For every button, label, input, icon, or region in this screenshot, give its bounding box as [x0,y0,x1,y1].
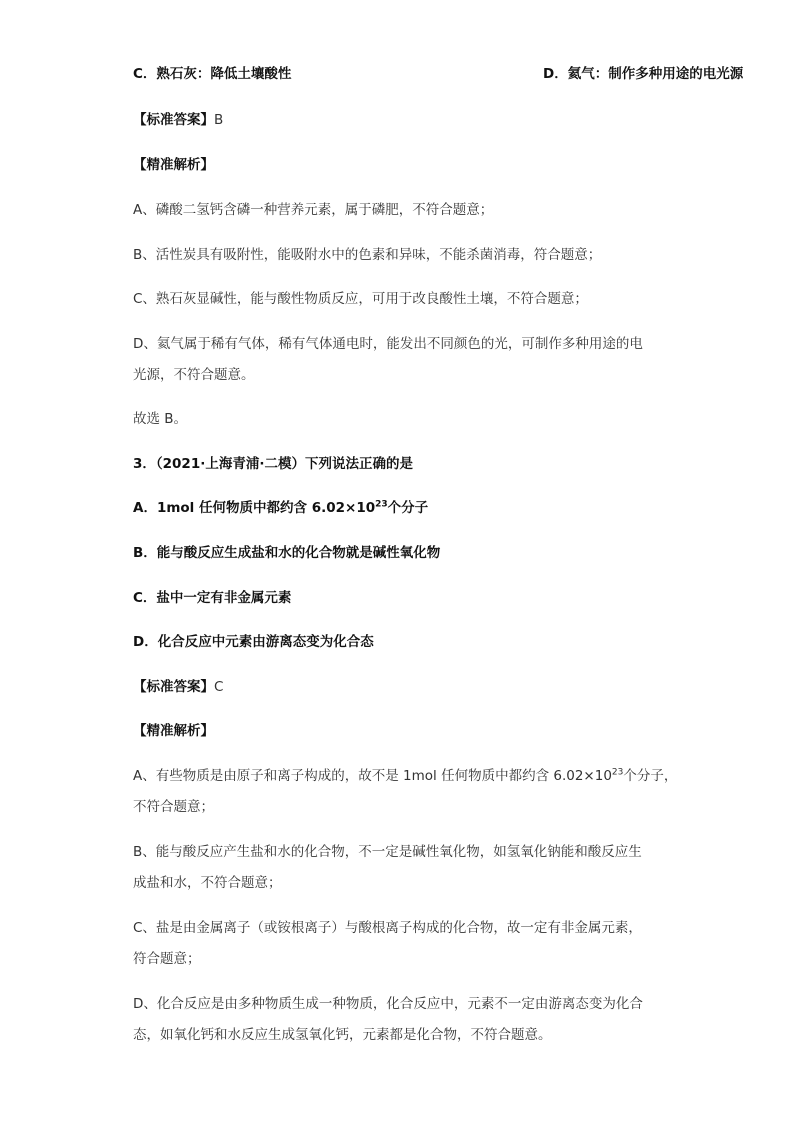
q3-option-a-pre: A．1mol 任何物质中都约含 6.02×10 [133,500,376,516]
q3-explanation-a-exponent: 23 [611,767,624,778]
q3-option-a-post: 个分子 [387,500,429,516]
q3-explanation-a-line1 [133,766,677,786]
q3-option-c: C．盐中一定有非金属元素 [133,590,292,606]
q3-explanation-a-post: 个分子， [623,768,678,784]
q3-explanation-d-line2: 态，如氧化钙和水反应生成氢氧化钙，元素都是化合物，不符合题意。 [133,1027,552,1043]
q2-explanation-a: A、磷酸二氢钙含磷一种营养元素，属于磷肥，不符合题意； [133,202,494,218]
q3-stem: 3．（2021·上海青浦·二模）下列说法正确的是 [133,456,413,472]
q3-explanation-a-line2: 不符合题意； [133,799,214,815]
q3-answer-value: C [214,679,224,695]
q3-explanation-a-pre: A、有些物质是由原子和离子构成的，故不是 1mol 任何物质中都约含 6.02×10 [133,768,612,784]
q2-options-cd [133,64,744,84]
q2-explanation-d-line2: 光源，不符合题意。 [133,367,255,383]
q3-option-a-exponent: 23 [375,499,388,510]
q3-explanation-c-line2: 符合题意； [133,951,201,967]
q3-answer-label: 【标准答案】 [133,679,214,695]
q3-explanation-c-line1: C、盐是由金属离子（或铵根离子）与酸根离子构成的化合物，故一定有非金属元素， [133,920,642,936]
q2-answer-value: B [214,112,224,128]
q3-option-b: B．能与酸反应生成盐和水的化合物就是碱性氧化物 [133,545,441,561]
q3-explanation-b-line1: B、能与酸反应产生盐和水的化合物，不一定是碱性氧化物，如氢氧化钠能和酸反应生 [133,844,642,860]
q2-option-d: D．氦气：制作多种用途的电光源 [543,66,744,82]
q3-option-d: D．化合反应中元素由游离态变为化合态 [133,634,374,650]
q3-analysis-label: 【精准解析】 [133,723,214,739]
q3-option-a [133,498,428,518]
q3-answer [133,677,223,697]
q2-answer [133,110,223,130]
q2-conclusion: 故选 B。 [133,411,188,427]
q2-explanation-c: C、熟石灰显碱性，能与酸性物质反应，可用于改良酸性土壤，不符合题意； [133,291,588,307]
q2-option-c: C．熟石灰：降低土壤酸性 [133,66,292,82]
q2-analysis-label: 【精准解析】 [133,157,214,173]
q3-explanation-b-line2: 成盐和水，不符合题意； [133,875,282,891]
q2-answer-label: 【标准答案】 [133,112,214,128]
q3-explanation-d-line1: D、化合反应是由多种物质生成一种物质，化合反应中，元素不一定由游离态变为化合 [133,996,643,1012]
q2-explanation-d-line1: D、氦气属于稀有气体，稀有气体通电时，能发出不同颜色的光，可制作多种用途的电 [133,336,643,352]
q2-explanation-b: B、活性炭具有吸附性，能吸附水中的色素和异味，不能杀菌消毒，符合题意； [133,247,602,263]
